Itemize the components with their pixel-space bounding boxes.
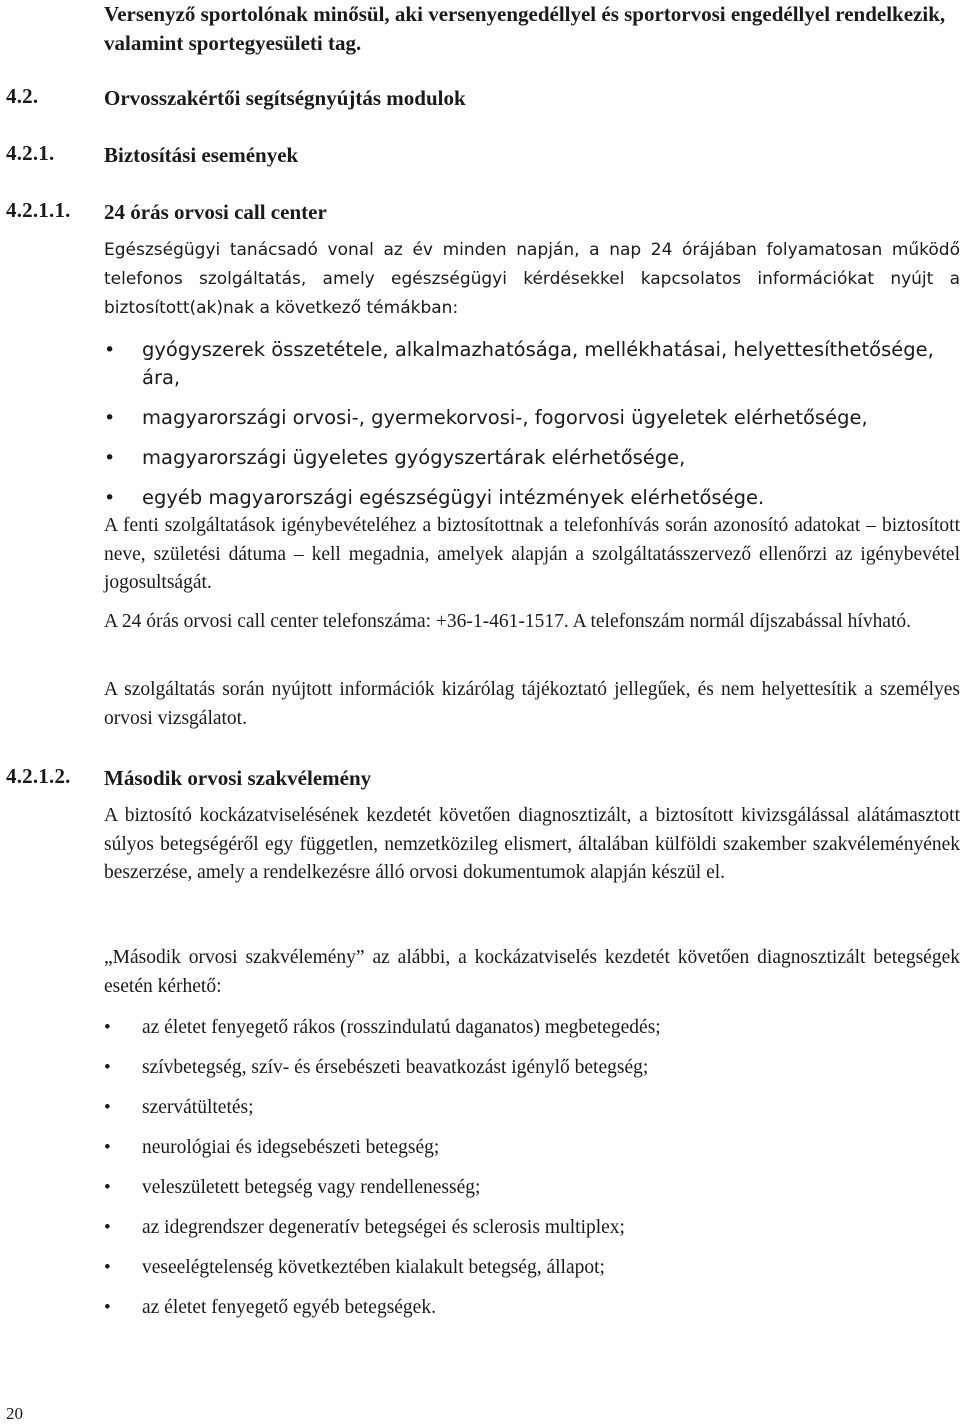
- list-item: • az életet fenyegető rákos (rosszindulatú daganatos) megbetegedés;: [104, 1014, 960, 1042]
- page-number: 20: [6, 1404, 23, 1423]
- section-title-4-2-1: Biztosítási események: [104, 143, 299, 167]
- list-item: • az idegrendszer degeneratív betegségei és sclerosis multiplex;: [104, 1214, 960, 1242]
- intro-paragraph: Versenyző sportolónak minősül, aki versenyengedéllyel és sportorvosi engedéllyel rendelkezik, valamint sportegyesületi tag.: [104, 2, 946, 55]
- call-center-lead: Egészségügyi tanácsadó vonal az év minden napján, a nap 24 órájában folyamatosan működő telefonos szolgáltatás, amely egészségügyi kérdésekkel kapcsolatos információkat nyújt a biztosított(ak)nak a következő témákban:: [104, 240, 960, 318]
- call-center-paragraph-1: A fenti szolgáltatások igénybevételéhez a biztosítottnak a telefonhívás során azonosító adatokat – biztosított neve, születési dátuma – kell megadnia, amelyek alapján a szolgáltatásszervező ellenőrzi az igénybevétel jogosultságát.: [104, 515, 960, 593]
- call-center-topics-list: [104, 336, 960, 512]
- list-item: • az életet fenyegető egyéb betegségek.: [104, 1294, 960, 1322]
- list-item: • veseelégtelenség következtében kialakult betegség, állapot;: [104, 1254, 960, 1282]
- list-item: • gyógyszerek összetétele, alkalmazhatósága, mellékhatásai, helyettesíthetősége, ára,: [104, 336, 960, 392]
- list-item: • neurológiai és idegsebészeti betegség;: [104, 1134, 960, 1162]
- list-item: • veleszületett betegség vagy rendellenesség;: [104, 1174, 960, 1202]
- section-title-4-2-1-2: Második orvosi szakvélemény: [104, 766, 372, 790]
- call-center-paragraph-2: A 24 órás orvosi call center telefonszáma: +36-1-461-1517. A telefonszám normál díjszabással hívható.: [104, 611, 912, 632]
- second-opinion-paragraph-2: „Második orvosi szakvélemény” az alábbi, a kockázatviselés kezdetét követően diagnosztizált betegségek esetén kérhető:: [104, 947, 960, 997]
- section-title-4-2-1-1: 24 órás orvosi call center: [104, 200, 327, 224]
- section-title-4-2: Orvosszakértői segítségnyújtás modulok: [104, 86, 466, 110]
- section-number-4-2-1: 4.2.1.: [6, 141, 55, 165]
- section-number-4-2-1-1: 4.2.1.1.: [6, 198, 71, 222]
- list-item: • szívbetegség, szív- és érsebészeti beavatkozást igénylő betegség;: [104, 1054, 960, 1082]
- list-item: • magyarországi orvosi-, gyermekorvosi-, fogorvosi ügyeletek elérhetősége,: [104, 404, 960, 432]
- list-item: • szervátültetés;: [104, 1094, 960, 1122]
- call-center-paragraph-3: A szolgáltatás során nyújtott információk kizárólag tájékoztató jellegűek, és nem helyettesítik a személyes orvosi vizsgálatot.: [104, 679, 960, 729]
- second-opinion-paragraph-1: A biztosító kockázatviselésének kezdetét követően diagnosztizált, a biztosított kivizsgálással alátámasztott súlyos betegségéről egy független, nemzetközileg elismert, általában külföldi szakember szakvéleményének beszerzése, amely a rendelkezésre álló orvosi dokumentumok alapján készül el.: [104, 805, 960, 883]
- section-number-4-2: 4.2.: [6, 84, 39, 108]
- list-item: • egyéb magyarországi egészségügyi intézmények elérhetősége.: [104, 484, 960, 512]
- list-item: • magyarországi ügyeletes gyógyszertárak elérhetősége,: [104, 444, 960, 472]
- section-number-4-2-1-2: 4.2.1.2.: [6, 764, 71, 788]
- second-opinion-conditions-list: [104, 1014, 960, 1322]
